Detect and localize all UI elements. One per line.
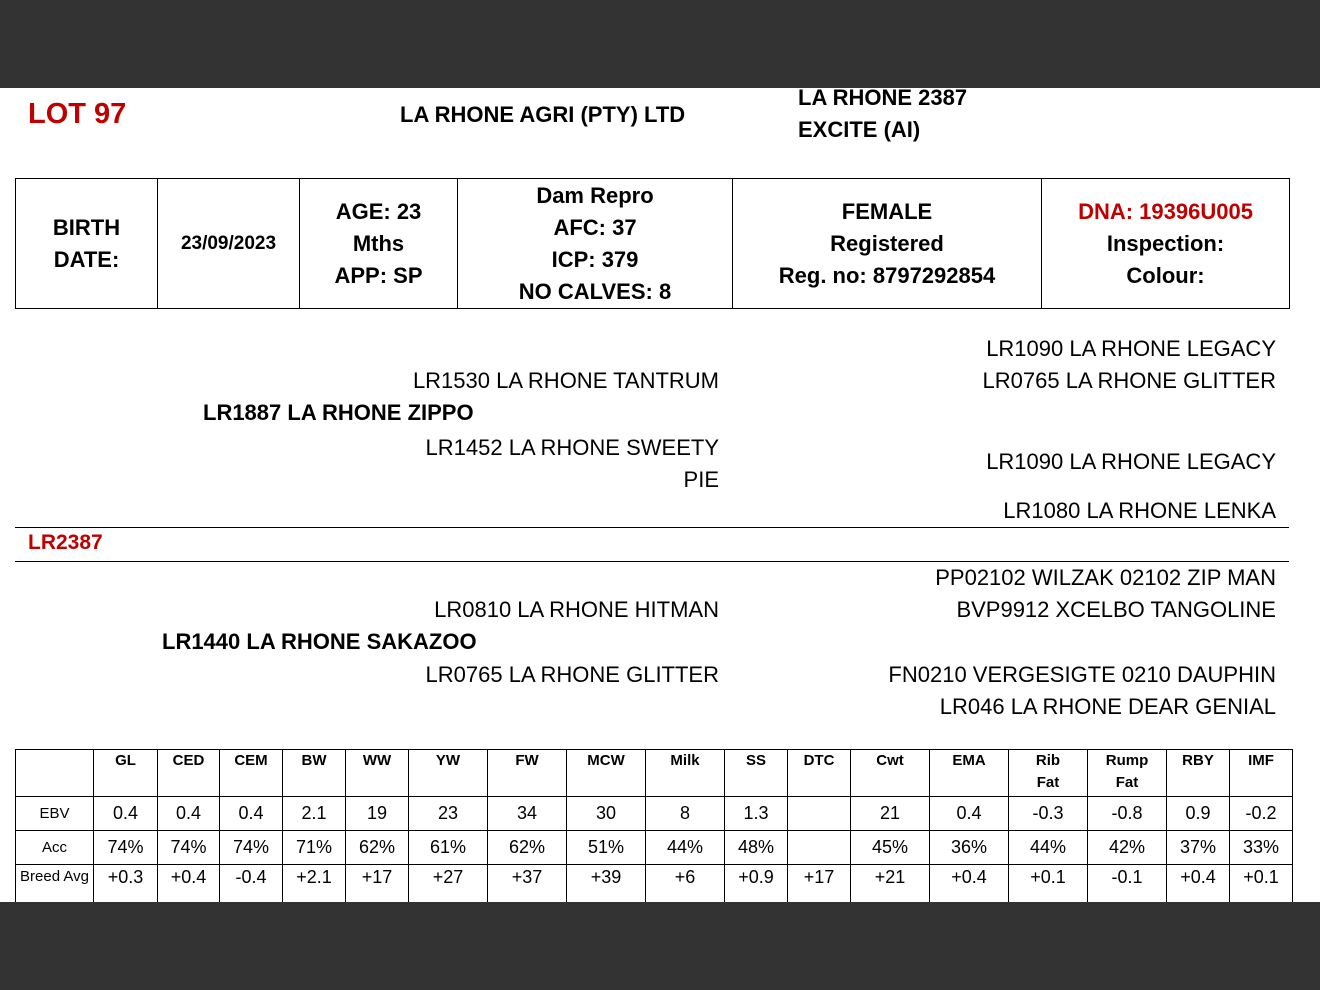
breed-average-cell: +0.4 (158, 865, 220, 903)
app-value: APP: SP (334, 262, 423, 288)
sire-dam-name: LR1452 LA RHONE SWEETY PIE (425, 435, 719, 492)
dam-name: LR1440 LA RHONE SAKAZOO (162, 629, 477, 654)
breed-average-cell: +17 (346, 865, 409, 903)
ebv-table (15, 749, 1293, 902)
ebv-cell: 0.9 (1167, 797, 1230, 831)
accuracy-cell: 42% (1088, 831, 1167, 865)
ebv-header-cell: Milk (646, 750, 725, 797)
ebv-header-cell: DTC (788, 750, 851, 797)
sire-sire-dam-name: LR0765 LA RHONE GLITTER (982, 368, 1276, 393)
ebv-cell: 0.4 (220, 797, 283, 831)
dam-sire-name: LR0810 LA RHONE HITMAN (434, 597, 719, 622)
breed-average-row (16, 865, 1293, 903)
lot-document-page (0, 88, 1320, 902)
ebv-header-cell: CEM (220, 750, 283, 797)
ebv-row-label: EBV (16, 797, 94, 831)
dam-dam-name: LR0765 LA RHONE GLITTER (425, 662, 719, 687)
registration-number: Reg. no: 8797292854 (778, 262, 996, 288)
breed-average-cell: +0.4 (1167, 865, 1230, 903)
accuracy-row-label: Acc (16, 831, 94, 865)
afc-value: AFC: 37 (553, 214, 637, 240)
ebv-cell: -0.3 (1009, 797, 1088, 831)
ebv-header-cell: SS (725, 750, 788, 797)
animal-name-line-1: LA RHONE 2387 (798, 88, 968, 110)
dam-sire-dam-name: BVP9912 XCELBO TANGOLINE (956, 597, 1276, 622)
ebv-cell: 21 (851, 797, 930, 831)
sire-sire-sire-name: LR1090 LA RHONE LEGACY (986, 336, 1276, 361)
animal-name-line-2: EXCITE (AI) (798, 117, 921, 142)
accuracy-cell: 45% (851, 831, 930, 865)
accuracy-cell: 61% (409, 831, 488, 865)
accuracy-cell (788, 831, 851, 865)
ebv-header-cell: WW (346, 750, 409, 797)
age-unit: Mths (352, 230, 405, 256)
ebv-cell: 0.4 (158, 797, 220, 831)
accuracy-cell: 48% (725, 831, 788, 865)
dam-sire-sire-name: PP02102 WILZAK 02102 ZIP MAN (935, 565, 1276, 590)
ebv-header-cell: RBY (1167, 750, 1230, 797)
ebv-cell: 19 (346, 797, 409, 831)
ebv-cell: 0.4 (930, 797, 1009, 831)
accuracy-row (16, 831, 1293, 865)
ebv-cell: 1.3 (725, 797, 788, 831)
animal-info-table (15, 178, 1290, 309)
registration-status: Registered (830, 230, 944, 256)
animal-id: LR2387 (28, 531, 103, 554)
breed-average-cell: +39 (567, 865, 646, 903)
ebv-cell: 30 (567, 797, 646, 831)
ebv-header-cell: FW (488, 750, 567, 797)
age-value: AGE: 23 (335, 198, 422, 224)
ebv-header-row (16, 750, 1293, 797)
breed-average-cell: +21 (851, 865, 930, 903)
accuracy-cell: 74% (220, 831, 283, 865)
birth-date-value: 23/09/2023 (158, 179, 300, 309)
ebv-header-cell: EMA (930, 750, 1009, 797)
dam-dam-dam-name: LR046 LA RHONE DEAR GENIAL (939, 694, 1276, 719)
ebv-header-cell: Cwt (851, 750, 930, 797)
birth-date-label: BIRTH DATE: (16, 179, 158, 309)
dam-repro-label: Dam Repro (536, 182, 654, 208)
no-calves-value: NO CALVES: 8 (518, 278, 672, 304)
ebv-header-cell: BW (283, 750, 346, 797)
breed-average-cell: +0.9 (725, 865, 788, 903)
sire-dam-dam-name: LR1080 LA RHONE LENKA (1003, 498, 1276, 523)
ebv-cell (788, 797, 851, 831)
accuracy-cell: 71% (283, 831, 346, 865)
ebv-value-row (16, 797, 1293, 831)
ebv-cell: 34 (488, 797, 567, 831)
ebv-cell: 8 (646, 797, 725, 831)
ebv-cell: -0.2 (1230, 797, 1293, 831)
ebv-cell: 23 (409, 797, 488, 831)
breed-average-cell: +0.4 (930, 865, 1009, 903)
dam-dam-sire-name: FN0210 VERGESIGTE 0210 DAUPHIN (888, 662, 1276, 687)
accuracy-cell: 74% (158, 831, 220, 865)
ebv-header-cell: IMF (1230, 750, 1293, 797)
sire-dam-sire-name: LR1090 LA RHONE LEGACY (986, 449, 1276, 474)
accuracy-cell: 37% (1167, 831, 1230, 865)
lot-number: LOT 97 (28, 98, 127, 130)
accuracy-cell: 62% (488, 831, 567, 865)
breed-average-cell: +0.1 (1009, 865, 1088, 903)
accuracy-cell: 36% (930, 831, 1009, 865)
colour-label: Colour: (1126, 262, 1205, 288)
breed-average-cell: +37 (488, 865, 567, 903)
breed-average-cell: +2.1 (283, 865, 346, 903)
dam-repro-cell (458, 179, 733, 309)
accuracy-cell: 33% (1230, 831, 1293, 865)
breed-average-cell: -0.1 (1088, 865, 1167, 903)
breeder-name: LA RHONE AGRI (PTY) LTD (400, 102, 686, 127)
ebv-header-cell: MCW (567, 750, 646, 797)
age-cell (300, 179, 458, 309)
ebv-cell: 0.4 (94, 797, 158, 831)
breed-average-label: Breed Avg (16, 865, 94, 903)
ebv-header-cell: CED (158, 750, 220, 797)
dna-value: DNA: 19396U005 (1078, 198, 1253, 224)
animal-name (798, 88, 967, 146)
breed-average-cell: +17 (788, 865, 851, 903)
sex-value: FEMALE (841, 198, 933, 224)
accuracy-cell: 74% (94, 831, 158, 865)
breed-average-cell: +0.3 (94, 865, 158, 903)
ebv-header-cell: Rump Fat (1088, 750, 1167, 797)
pedigree-divider-top (15, 527, 1289, 528)
breed-average-cell: -0.4 (220, 865, 283, 903)
accuracy-cell: 44% (1009, 831, 1088, 865)
ebv-header-cell: GL (94, 750, 158, 797)
registration-cell (733, 179, 1042, 309)
breed-average-cell: +0.1 (1230, 865, 1293, 903)
ebv-cell: -0.8 (1088, 797, 1167, 831)
ebv-header-cell: YW (409, 750, 488, 797)
sire-sire-name: LR1530 LA RHONE TANTRUM (412, 368, 719, 393)
accuracy-cell: 62% (346, 831, 409, 865)
ebv-corner-cell (16, 750, 94, 797)
accuracy-cell: 51% (567, 831, 646, 865)
ebv-cell: 2.1 (283, 797, 346, 831)
icp-value: ICP: 379 (551, 246, 639, 272)
breed-average-cell: +6 (646, 865, 725, 903)
dna-cell (1042, 179, 1290, 309)
accuracy-cell: 44% (646, 831, 725, 865)
pedigree-divider-bottom (15, 561, 1289, 562)
inspection-label: Inspection: (1106, 230, 1225, 256)
ebv-header-cell: Rib Fat (1009, 750, 1088, 797)
breed-average-cell: +27 (409, 865, 488, 903)
sire-name: LR1887 LA RHONE ZIPPO (203, 400, 474, 425)
